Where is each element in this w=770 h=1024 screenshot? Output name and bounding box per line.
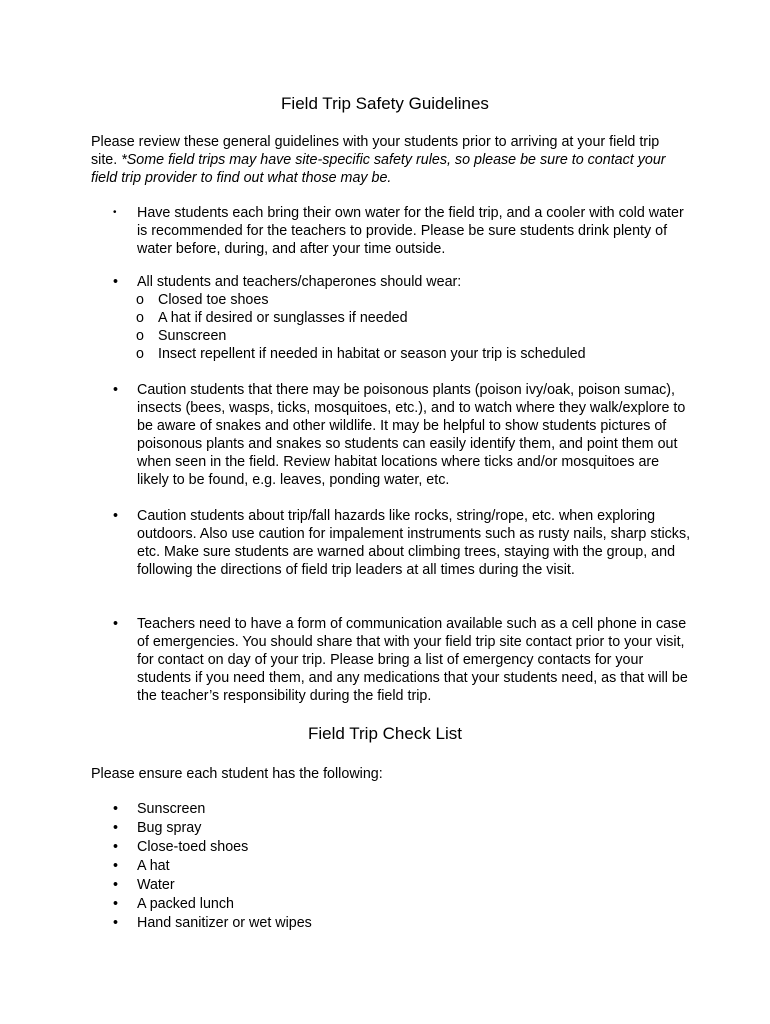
checklist-item-text: Close-toed shoes <box>137 839 249 855</box>
checklist-item-text: A packed lunch <box>137 896 234 912</box>
checklist-item <box>113 914 513 933</box>
bullet-glyph: • <box>113 896 119 912</box>
bullet-glyph: • <box>113 274 119 290</box>
sub-bullet-glyph: o <box>136 292 144 308</box>
safety-bullet-text: Caution students about trip/fall hazards like rocks, string/rope, etc. when exploring outdoors. Also use caution for impalement instruments such as rusty nails, sharp sticks, etc. Make sure students are warned about climbing trees, staying with the group, and following the directions of field trip leaders at all times during the visit. <box>137 508 691 578</box>
checklist-items <box>113 800 513 933</box>
checklist-item <box>113 838 513 857</box>
sub-list-item <box>113 309 693 327</box>
bullet-glyph: • <box>113 858 119 874</box>
sub-list-item <box>113 327 693 345</box>
checklist-item <box>113 876 513 895</box>
bullet-glyph: • <box>113 839 119 855</box>
safety-title: Field Trip Safety Guidelines <box>281 94 489 113</box>
checklist-intro: Please ensure each student has the following: <box>91 766 383 782</box>
sub-list-item-text: Insect repellent if needed in habitat or season your trip is scheduled <box>158 346 586 362</box>
sub-bullet-glyph: o <box>136 346 144 362</box>
checklist-item <box>113 800 513 819</box>
safety-bullet <box>113 381 693 489</box>
sub-bullet-glyph: o <box>136 310 144 326</box>
safety-bullet <box>113 273 693 363</box>
bullet-glyph: • <box>113 820 119 836</box>
safety-bullet-text: Caution students that there may be poisonous plants (poison ivy/oak, poison sumac), insects (bees, wasps, ticks, mosquitoes, etc.), and to watch where they walk/explore to be aware of snakes and other wildlife. It may be helpful to show students pictures of poisonous plants and snakes so students can easily identify them, and point them out when seen in the field. Review habitat locations where ticks and/or mosquitoes are likely to be found, e.g. leaves, ponding water, etc. <box>137 382 686 488</box>
sub-list-item <box>113 291 693 309</box>
bullet-glyph: • <box>113 616 119 632</box>
checklist-item-text: Sunscreen <box>137 801 206 817</box>
safety-bullet <box>113 615 693 705</box>
checklist-item <box>113 857 513 876</box>
bullet-glyph: • <box>113 915 119 931</box>
safety-bullet-text: Teachers need to have a form of communication available such as a cell phone in case of emergencies. You should share that with your field trip site contact prior to your visit, for contact on day of your trip. Please bring a list of emergency contacts for your students if you need them, and any medications that your students need, as that will be the teacher’s responsibility during the field trip. <box>137 616 688 704</box>
sub-list-item-text: Closed toe shoes <box>158 292 269 308</box>
safety-bullet-text: All students and teachers/chaperones should wear: <box>137 274 462 290</box>
sub-bullet-glyph: o <box>136 328 144 344</box>
checklist-item-text: Bug spray <box>137 820 202 836</box>
checklist-item-text: A hat <box>137 858 170 874</box>
checklist-item-text: Hand sanitizer or wet wipes <box>137 915 312 931</box>
checklist-item <box>113 819 513 838</box>
bullet-glyph: • <box>113 508 119 524</box>
safety-bullet <box>113 204 693 258</box>
safety-intro-plain: Please review these general guidelines with your students prior to arriving at your field trip site. <box>91 134 660 168</box>
safety-bullet <box>113 507 693 579</box>
checklist-item <box>113 895 513 914</box>
safety-bullet-text: Have students each bring their own water for the field trip, and a cooler with cold water is recommended for the teachers to provide. Please be sure students drink plenty of water before, during, and after your time outside. <box>137 205 684 257</box>
attire-sub-list <box>113 291 693 363</box>
safety-intro-italic: *Some field trips may have site-specific safety rules, so please be sure to contact your field trip provider to find out what those may be. <box>91 152 666 186</box>
checklist-item-text: Water <box>137 877 175 893</box>
sub-list-item-text: A hat if desired or sunglasses if needed <box>158 310 408 326</box>
bullet-glyph: • <box>113 382 119 398</box>
bullet-glyph: • <box>113 801 119 817</box>
sub-list-item <box>113 345 693 363</box>
bullet-glyph: • <box>113 877 119 893</box>
checklist-title: Field Trip Check List <box>308 724 462 743</box>
sub-list-item-text: Sunscreen <box>158 328 227 344</box>
bullet-glyph: • <box>113 207 117 218</box>
safety-intro <box>91 133 681 187</box>
